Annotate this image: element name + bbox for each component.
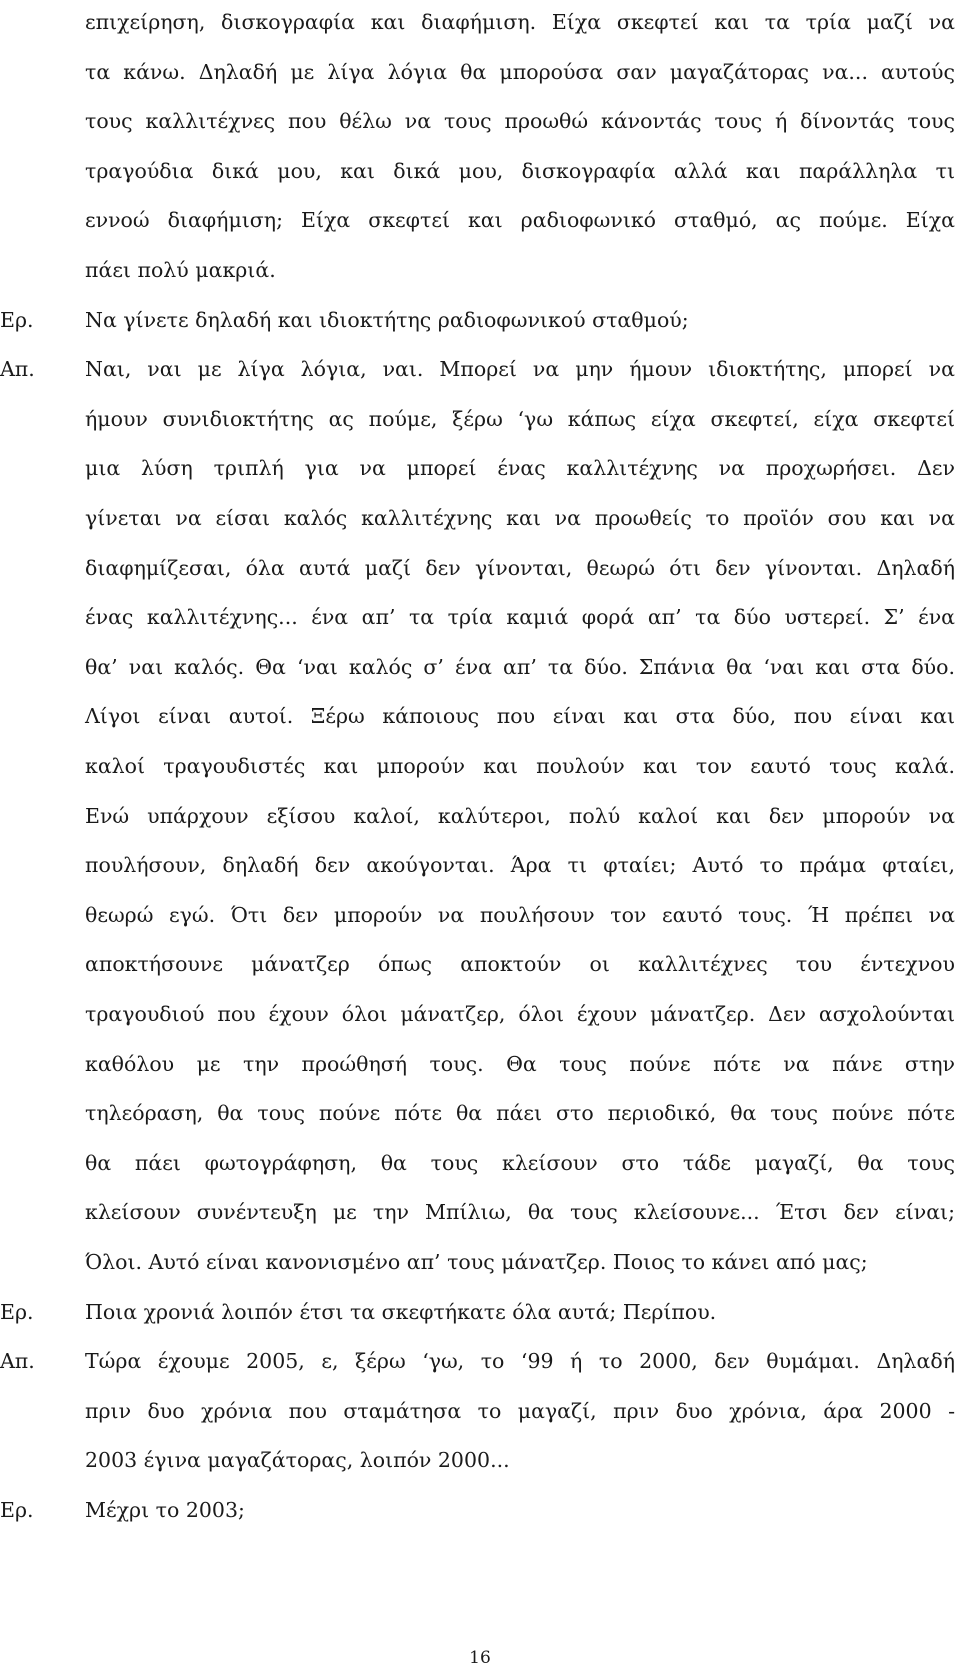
speaker-label: Ερ.: [0, 1299, 34, 1324]
text-line: γίνεται να είσαι καλός καλλιτέχνης και να προωθείς το προϊόν σου και να: [85, 506, 955, 530]
text-line: τραγούδια δικά μου, και δικά μου, δισκογραφία αλλά και παράλληλα τι: [85, 158, 955, 183]
speaker-label: Ερ.: [0, 307, 34, 332]
text-line: 2003 έγινα μαγαζάτορας, λοιπόν 2000...: [85, 1448, 510, 1473]
text-line: τηλεόραση, θα τους πούνε πότε θα πάει στο περιοδικό, θα τους πούνε πότε: [85, 1101, 955, 1126]
text-line: πουλήσουν, δηλαδή δεν ακούγονται. Άρα τι φταίει; Αυτό το πράμα φταίει,: [85, 853, 955, 878]
text-line: θεωρώ εγώ. Ότι δεν μπορούν να πουλήσουν τον εαυτό τους. Ή πρέπει να: [85, 902, 955, 927]
text-line: τα κάνω. Δηλαδή με λίγα λόγια θα μπορούσα σαν μαγαζάτορας να... αυτούς: [85, 59, 955, 84]
text-line: καλοί τραγουδιστές και μπορούν και πουλούν και τον εαυτό τους καλά.: [85, 754, 955, 778]
text-line: Τώρα έχουμε 2005, ε, ξέρω ‘γω, το ‘99 ή το 2000, δεν θυμάμαι. Δηλαδή: [85, 1349, 955, 1374]
text-line: Μέχρι το 2003;: [85, 1498, 245, 1522]
text-line: ένας καλλιτέχνης... ένα απ’ τα τρία καμιά φορά απ’ τα δύο υστερεί. Σ’ ένα: [85, 605, 955, 630]
text-line: καθόλου με την προώθησή τους. Θα τους πούνε πότε να πάνε στην: [85, 1051, 955, 1076]
text-line: εννοώ διαφήμιση; Είχα σκεφτεί και ραδιοφωνικό σταθμό, ας πούμε. Είχα: [85, 208, 955, 233]
page-number: 16: [469, 1648, 491, 1668]
text-line: θα’ ναι καλός. Θα ‘ναι καλός σ’ ένα απ’ τα δύο. Σπάνια θα ‘ναι και στα δύο.: [85, 654, 955, 679]
text-line: πάει πολύ μακριά.: [85, 258, 276, 282]
text-line: Να γίνετε δηλαδή και ιδιοκτήτης ραδιοφωνικού σταθμού;: [85, 307, 689, 332]
text-line: επιχείρηση, δισκογραφία και διαφήμιση. Είχα σκεφτεί και τα τρία μαζί να: [85, 10, 955, 34]
text-line: μια λύση τριπλή για να μπορεί ένας καλλιτέχνης να προχωρήσει. Δεν: [85, 456, 955, 481]
text-line: Λίγοι είναι αυτοί. Ξέρω κάποιους που είναι και στα δύο, που είναι και: [85, 704, 955, 729]
text-line: διαφημίζεσαι, όλα αυτά μαζί δεν γίνονται, θεωρώ ότι δεν γίνονται. Δηλαδή: [85, 555, 955, 580]
text-line: πριν δυο χρόνια που σταμάτησα το μαγαζί, πριν δυο χρόνια, άρα 2000 -: [85, 1398, 955, 1423]
text-line: αποκτήσουνε μάνατζερ όπως αποκτούν οι καλλιτέχνες του έντεχνου: [85, 952, 955, 977]
text-line: θα πάει φωτογράφηση, θα τους κλείσουν στο τάδε μαγαζί, θα τους: [85, 1150, 955, 1175]
text-line: τραγουδιού που έχουν όλοι μάνατζερ, όλοι έχουν μάνατζερ. Δεν ασχολούνται: [85, 1002, 955, 1026]
text-line: Ενώ υπάρχουν εξίσου καλοί, καλύτεροι, πολύ καλοί και δεν μπορούν να: [85, 803, 955, 828]
text-line: Όλοι. Αυτό είναι κανονισμένο απ’ τους μάνατζερ. Ποιος το κάνει από μας;: [85, 1250, 868, 1274]
text-line: κλείσουν συνέντευξη με την Μπίλιω, θα τους κλείσουνε... Έτσι δεν είναι;: [85, 1200, 955, 1225]
text-line: Ναι, ναι με λίγα λόγια, ναι. Μπορεί να μην ήμουν ιδιοκτήτης, μπορεί να: [85, 357, 955, 382]
text-line: Ποια χρονιά λοιπόν έτσι τα σκεφτήκατε όλα αυτά; Περίπου.: [85, 1299, 717, 1324]
speaker-label: Ερ.: [0, 1498, 34, 1522]
speaker-label: Απ.: [0, 357, 35, 382]
text-line: ήμουν συνιδιοκτήτης ας πούμε, ξέρω ‘γω κάπως είχα σκεφτεί, είχα σκεφτεί: [85, 406, 955, 431]
text-line: τους καλλιτέχνες που θέλω να τους προωθώ κάνοντάς τους ή δίνοντάς τους: [85, 109, 955, 134]
speaker-label: Απ.: [0, 1349, 35, 1374]
